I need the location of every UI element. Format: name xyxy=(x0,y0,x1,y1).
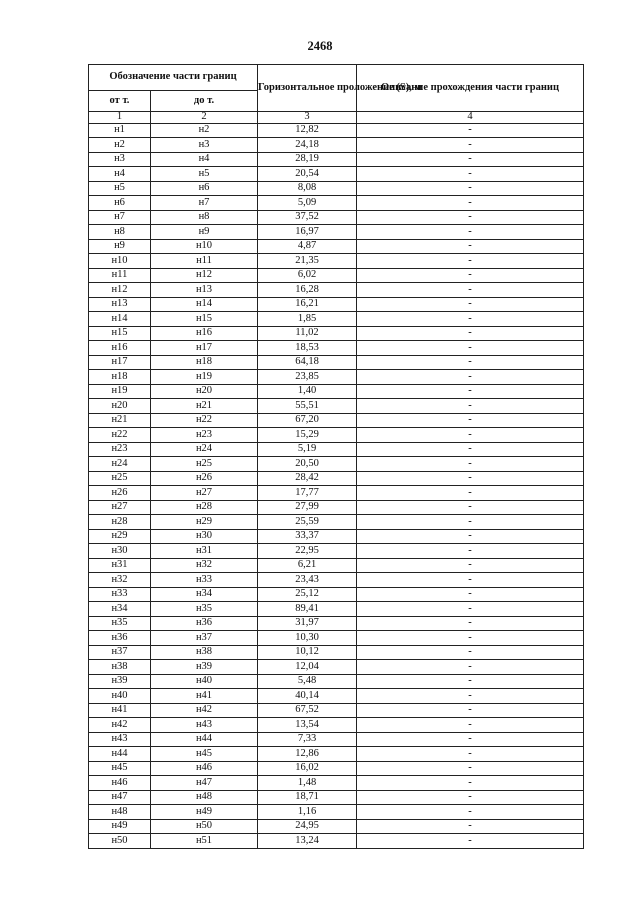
description-cell: - xyxy=(357,529,584,544)
table-row xyxy=(89,225,584,240)
from-point-cell: н33 xyxy=(89,587,151,602)
distance-cell: 17,77 xyxy=(258,486,357,501)
from-point-cell: н15 xyxy=(89,326,151,341)
table-row xyxy=(89,210,584,225)
description-cell: - xyxy=(357,660,584,675)
from-point-cell: н26 xyxy=(89,486,151,501)
description-cell: - xyxy=(357,558,584,573)
distance-cell: 4,87 xyxy=(258,239,357,254)
distance-cell: 89,41 xyxy=(258,602,357,617)
from-point-cell: н9 xyxy=(89,239,151,254)
to-point-cell: н27 xyxy=(151,486,258,501)
to-point-cell: н49 xyxy=(151,805,258,820)
table-row xyxy=(89,573,584,588)
distance-cell: 1,40 xyxy=(258,384,357,399)
table-row xyxy=(89,442,584,457)
distance-cell: 16,28 xyxy=(258,283,357,298)
table-row xyxy=(89,732,584,747)
table-row xyxy=(89,355,584,370)
description-cell: - xyxy=(357,254,584,269)
table-row xyxy=(89,297,584,312)
table-row xyxy=(89,587,584,602)
to-point-cell: н50 xyxy=(151,819,258,834)
from-point-cell: н31 xyxy=(89,558,151,573)
description-cell: - xyxy=(357,776,584,791)
boundary-table xyxy=(88,64,584,849)
distance-cell: 21,35 xyxy=(258,254,357,269)
table-row xyxy=(89,776,584,791)
from-point-cell: н3 xyxy=(89,152,151,167)
description-cell: - xyxy=(357,428,584,443)
table-row xyxy=(89,370,584,385)
from-point-cell: н19 xyxy=(89,384,151,399)
to-point-cell: н20 xyxy=(151,384,258,399)
to-point-cell: н8 xyxy=(151,210,258,225)
to-point-cell: н23 xyxy=(151,428,258,443)
distance-cell: 25,12 xyxy=(258,587,357,602)
description-cell: - xyxy=(357,703,584,718)
from-point-cell: н1 xyxy=(89,123,151,138)
to-point-cell: н42 xyxy=(151,703,258,718)
table-body xyxy=(89,123,584,848)
to-point-cell: н43 xyxy=(151,718,258,733)
table-row xyxy=(89,268,584,283)
distance-cell: 33,37 xyxy=(258,529,357,544)
to-point-cell: н18 xyxy=(151,355,258,370)
table-row xyxy=(89,718,584,733)
distance-cell: 7,33 xyxy=(258,732,357,747)
description-cell: - xyxy=(357,355,584,370)
column-number: 1 xyxy=(89,112,151,124)
table-row xyxy=(89,239,584,254)
table-row xyxy=(89,428,584,443)
distance-cell: 20,54 xyxy=(258,167,357,182)
table-row xyxy=(89,413,584,428)
distance-cell: 28,42 xyxy=(258,471,357,486)
from-point-cell: н36 xyxy=(89,631,151,646)
to-point-cell: н28 xyxy=(151,500,258,515)
to-point-cell: н41 xyxy=(151,689,258,704)
distance-cell: 20,50 xyxy=(258,457,357,472)
table-row xyxy=(89,689,584,704)
description-cell: - xyxy=(357,138,584,153)
distance-cell: 5,48 xyxy=(258,674,357,689)
distance-cell: 12,86 xyxy=(258,747,357,762)
description-cell: - xyxy=(357,471,584,486)
from-point-cell: н35 xyxy=(89,616,151,631)
to-point-cell: н16 xyxy=(151,326,258,341)
from-point-cell: н8 xyxy=(89,225,151,240)
from-point-cell: н41 xyxy=(89,703,151,718)
table-row xyxy=(89,660,584,675)
distance-cell: 23,43 xyxy=(258,573,357,588)
description-cell: - xyxy=(357,152,584,167)
distance-cell: 13,24 xyxy=(258,834,357,849)
distance-cell: 5,19 xyxy=(258,442,357,457)
description-cell: - xyxy=(357,834,584,849)
distance-cell: 15,29 xyxy=(258,428,357,443)
distance-cell: 28,19 xyxy=(258,152,357,167)
description-cell: - xyxy=(357,616,584,631)
description-cell: - xyxy=(357,486,584,501)
distance-cell: 25,59 xyxy=(258,515,357,530)
from-point-cell: н18 xyxy=(89,370,151,385)
description-cell: - xyxy=(357,805,584,820)
from-point-cell: н14 xyxy=(89,312,151,327)
table-header xyxy=(89,65,584,124)
description-cell: - xyxy=(357,457,584,472)
table-row xyxy=(89,631,584,646)
to-point-cell: н48 xyxy=(151,790,258,805)
distance-cell: 23,85 xyxy=(258,370,357,385)
from-point-cell: н12 xyxy=(89,283,151,298)
table-row xyxy=(89,500,584,515)
to-point-cell: н35 xyxy=(151,602,258,617)
from-point-cell: н25 xyxy=(89,471,151,486)
distance-cell: 64,18 xyxy=(258,355,357,370)
header-boundary-designation: Обозначение части границ xyxy=(89,65,258,91)
table-row xyxy=(89,544,584,559)
to-point-cell: н38 xyxy=(151,645,258,660)
to-point-cell: н45 xyxy=(151,747,258,762)
description-cell: - xyxy=(357,210,584,225)
column-number: 3 xyxy=(258,112,357,124)
table-row xyxy=(89,645,584,660)
from-point-cell: н37 xyxy=(89,645,151,660)
to-point-cell: н4 xyxy=(151,152,258,167)
from-point-cell: н5 xyxy=(89,181,151,196)
from-point-cell: н38 xyxy=(89,660,151,675)
table-row xyxy=(89,515,584,530)
to-point-cell: н26 xyxy=(151,471,258,486)
header-boundary-description: Описание прохождения части границ xyxy=(357,65,584,112)
description-cell: - xyxy=(357,413,584,428)
from-point-cell: н28 xyxy=(89,515,151,530)
to-point-cell: н47 xyxy=(151,776,258,791)
to-point-cell: н2 xyxy=(151,123,258,138)
table-row xyxy=(89,254,584,269)
from-point-cell: н13 xyxy=(89,297,151,312)
description-cell: - xyxy=(357,587,584,602)
table-row xyxy=(89,384,584,399)
distance-cell: 67,20 xyxy=(258,413,357,428)
to-point-cell: н11 xyxy=(151,254,258,269)
from-point-cell: н50 xyxy=(89,834,151,849)
from-point-cell: н11 xyxy=(89,268,151,283)
from-point-cell: н48 xyxy=(89,805,151,820)
page-number: 2468 xyxy=(307,39,333,53)
description-cell: - xyxy=(357,268,584,283)
from-point-cell: н21 xyxy=(89,413,151,428)
distance-cell: 1,85 xyxy=(258,312,357,327)
to-point-cell: н22 xyxy=(151,413,258,428)
table-row xyxy=(89,486,584,501)
description-cell: - xyxy=(357,761,584,776)
table-row xyxy=(89,674,584,689)
description-cell: - xyxy=(357,732,584,747)
to-point-cell: н37 xyxy=(151,631,258,646)
from-point-cell: н22 xyxy=(89,428,151,443)
from-point-cell: н27 xyxy=(89,500,151,515)
column-number-row xyxy=(89,112,584,124)
from-point-cell: н16 xyxy=(89,341,151,356)
distance-cell: 16,21 xyxy=(258,297,357,312)
description-cell: - xyxy=(357,370,584,385)
from-point-cell: н7 xyxy=(89,210,151,225)
to-point-cell: н39 xyxy=(151,660,258,675)
to-point-cell: н24 xyxy=(151,442,258,457)
distance-cell: 40,14 xyxy=(258,689,357,704)
description-cell: - xyxy=(357,602,584,617)
distance-cell: 10,12 xyxy=(258,645,357,660)
distance-cell: 1,48 xyxy=(258,776,357,791)
table-row xyxy=(89,196,584,211)
to-point-cell: н36 xyxy=(151,616,258,631)
table-row xyxy=(89,152,584,167)
table-row xyxy=(89,529,584,544)
table-row xyxy=(89,457,584,472)
distance-cell: 13,54 xyxy=(258,718,357,733)
description-cell: - xyxy=(357,326,584,341)
to-point-cell: н29 xyxy=(151,515,258,530)
from-point-cell: н30 xyxy=(89,544,151,559)
column-number: 4 xyxy=(357,112,584,124)
to-point-cell: н14 xyxy=(151,297,258,312)
table-row xyxy=(89,138,584,153)
table-row xyxy=(89,123,584,138)
header-to-point: до т. xyxy=(151,91,258,112)
distance-cell: 10,30 xyxy=(258,631,357,646)
description-cell: - xyxy=(357,341,584,356)
to-point-cell: н15 xyxy=(151,312,258,327)
to-point-cell: н17 xyxy=(151,341,258,356)
from-point-cell: н24 xyxy=(89,457,151,472)
description-cell: - xyxy=(357,747,584,762)
table-row xyxy=(89,167,584,182)
to-point-cell: н12 xyxy=(151,268,258,283)
table-row xyxy=(89,602,584,617)
from-point-cell: н29 xyxy=(89,529,151,544)
distance-cell: 37,52 xyxy=(258,210,357,225)
table-row xyxy=(89,283,584,298)
description-cell: - xyxy=(357,283,584,298)
distance-cell: 18,53 xyxy=(258,341,357,356)
distance-cell: 24,95 xyxy=(258,819,357,834)
description-cell: - xyxy=(357,645,584,660)
distance-cell: 12,04 xyxy=(258,660,357,675)
distance-cell: 8,08 xyxy=(258,181,357,196)
distance-cell: 11,02 xyxy=(258,326,357,341)
table-row xyxy=(89,819,584,834)
distance-cell: 6,21 xyxy=(258,558,357,573)
distance-cell: 67,52 xyxy=(258,703,357,718)
table-row xyxy=(89,703,584,718)
distance-cell: 1,16 xyxy=(258,805,357,820)
description-cell: - xyxy=(357,790,584,805)
description-cell: - xyxy=(357,123,584,138)
table-row xyxy=(89,471,584,486)
from-point-cell: н39 xyxy=(89,674,151,689)
table-row xyxy=(89,341,584,356)
table-row xyxy=(89,834,584,849)
to-point-cell: н10 xyxy=(151,239,258,254)
to-point-cell: н21 xyxy=(151,399,258,414)
distance-cell: 6,02 xyxy=(258,268,357,283)
to-point-cell: н3 xyxy=(151,138,258,153)
to-point-cell: н46 xyxy=(151,761,258,776)
table-row xyxy=(89,790,584,805)
table-row xyxy=(89,747,584,762)
from-point-cell: н49 xyxy=(89,819,151,834)
from-point-cell: н44 xyxy=(89,747,151,762)
description-cell: - xyxy=(357,196,584,211)
from-point-cell: н43 xyxy=(89,732,151,747)
distance-cell: 31,97 xyxy=(258,616,357,631)
description-cell: - xyxy=(357,442,584,457)
description-cell: - xyxy=(357,312,584,327)
from-point-cell: н6 xyxy=(89,196,151,211)
from-point-cell: н17 xyxy=(89,355,151,370)
to-point-cell: н44 xyxy=(151,732,258,747)
to-point-cell: н25 xyxy=(151,457,258,472)
distance-cell: 18,71 xyxy=(258,790,357,805)
distance-cell: 27,99 xyxy=(258,500,357,515)
table-row xyxy=(89,181,584,196)
description-cell: - xyxy=(357,181,584,196)
description-cell: - xyxy=(357,500,584,515)
header-from-point: от т. xyxy=(89,91,151,112)
table-row xyxy=(89,558,584,573)
from-point-cell: н4 xyxy=(89,167,151,182)
to-point-cell: н9 xyxy=(151,225,258,240)
description-cell: - xyxy=(357,718,584,733)
from-point-cell: н10 xyxy=(89,254,151,269)
to-point-cell: н33 xyxy=(151,573,258,588)
description-cell: - xyxy=(357,384,584,399)
column-number: 2 xyxy=(151,112,258,124)
description-cell: - xyxy=(357,819,584,834)
distance-cell: 16,02 xyxy=(258,761,357,776)
to-point-cell: н13 xyxy=(151,283,258,298)
from-point-cell: н45 xyxy=(89,761,151,776)
table-row xyxy=(89,312,584,327)
description-cell: - xyxy=(357,674,584,689)
from-point-cell: н47 xyxy=(89,790,151,805)
distance-cell: 16,97 xyxy=(258,225,357,240)
from-point-cell: н23 xyxy=(89,442,151,457)
description-cell: - xyxy=(357,573,584,588)
description-cell: - xyxy=(357,239,584,254)
description-cell: - xyxy=(357,225,584,240)
from-point-cell: н2 xyxy=(89,138,151,153)
description-cell: - xyxy=(357,297,584,312)
distance-cell: 22,95 xyxy=(258,544,357,559)
distance-cell: 5,09 xyxy=(258,196,357,211)
table-row xyxy=(89,616,584,631)
description-cell: - xyxy=(357,515,584,530)
from-point-cell: н40 xyxy=(89,689,151,704)
from-point-cell: н42 xyxy=(89,718,151,733)
from-point-cell: н34 xyxy=(89,602,151,617)
to-point-cell: н51 xyxy=(151,834,258,849)
distance-cell: 24,18 xyxy=(258,138,357,153)
to-point-cell: н32 xyxy=(151,558,258,573)
distance-cell: 12,82 xyxy=(258,123,357,138)
from-point-cell: н20 xyxy=(89,399,151,414)
to-point-cell: н6 xyxy=(151,181,258,196)
to-point-cell: н19 xyxy=(151,370,258,385)
table-row xyxy=(89,326,584,341)
description-cell: - xyxy=(357,399,584,414)
distance-cell: 55,51 xyxy=(258,399,357,414)
description-cell: - xyxy=(357,544,584,559)
description-cell: - xyxy=(357,689,584,704)
from-point-cell: н32 xyxy=(89,573,151,588)
to-point-cell: н40 xyxy=(151,674,258,689)
table-row xyxy=(89,761,584,776)
to-point-cell: н34 xyxy=(151,587,258,602)
to-point-cell: н31 xyxy=(151,544,258,559)
table-row xyxy=(89,805,584,820)
header-horizontal-distance: Горизонтальное проложение (S), м xyxy=(258,65,357,112)
description-cell: - xyxy=(357,167,584,182)
table-row xyxy=(89,399,584,414)
to-point-cell: н5 xyxy=(151,167,258,182)
description-cell: - xyxy=(357,631,584,646)
to-point-cell: н30 xyxy=(151,529,258,544)
from-point-cell: н46 xyxy=(89,776,151,791)
to-point-cell: н7 xyxy=(151,196,258,211)
